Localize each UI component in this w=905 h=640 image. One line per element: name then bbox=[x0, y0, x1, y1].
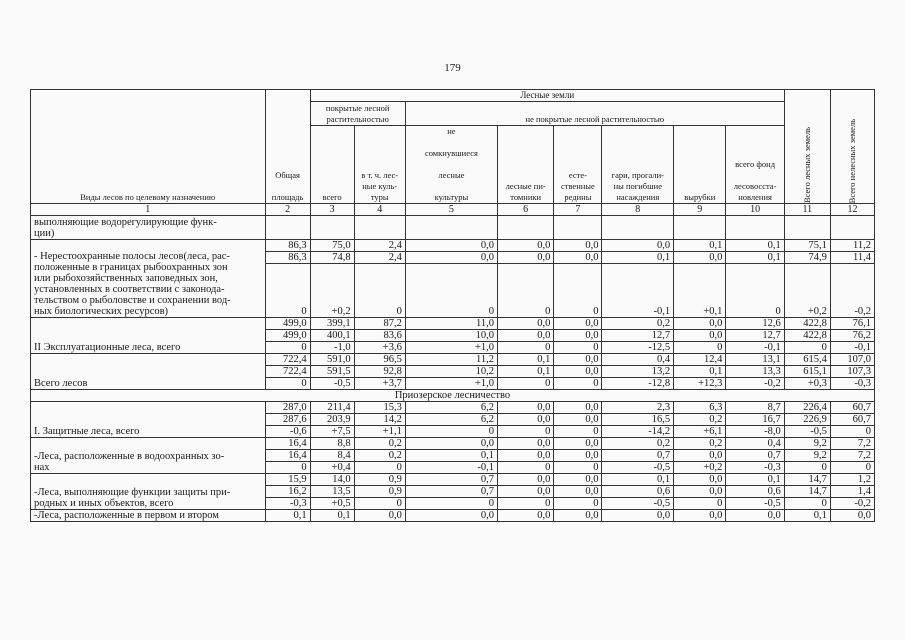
table-cell: 0,7 bbox=[405, 486, 497, 498]
table-cell: 11,2 bbox=[405, 354, 497, 366]
section-heading: Приозерское лесничество bbox=[31, 390, 875, 402]
header-not-covered: не покрытые лесной растительностью bbox=[405, 102, 784, 126]
table-cell: 0,9 bbox=[354, 486, 405, 498]
table-cell: 12,4 bbox=[674, 354, 726, 366]
table-cell: 15,3 bbox=[354, 402, 405, 414]
table-cell: 0,7 bbox=[405, 474, 497, 486]
header-c6: лесные пи- томники bbox=[498, 126, 554, 204]
column-number: 5 bbox=[405, 204, 497, 216]
table-cell: 0,0 bbox=[498, 474, 554, 486]
table-cell: 6,3 bbox=[674, 402, 726, 414]
table-cell: 75,1 bbox=[784, 240, 830, 252]
row-label: Всего лесов bbox=[31, 354, 266, 390]
table-cell: 0,0 bbox=[726, 510, 784, 522]
table-cell: 0 bbox=[405, 426, 497, 438]
table-cell: 11,4 bbox=[830, 252, 874, 264]
table-cell: 211,4 bbox=[310, 402, 354, 414]
table-cell: 0 bbox=[354, 462, 405, 474]
table-cell bbox=[498, 216, 554, 240]
table-cell: 2,4 bbox=[354, 240, 405, 252]
table-cell: 0,0 bbox=[674, 510, 726, 522]
table-cell: 1,2 bbox=[830, 474, 874, 486]
table-cell: 60,7 bbox=[830, 414, 874, 426]
table-cell: 0,0 bbox=[554, 474, 602, 486]
column-number: 6 bbox=[498, 204, 554, 216]
table-cell: 0 bbox=[405, 498, 497, 510]
table-cell: 10,2 bbox=[405, 366, 497, 378]
table-cell: 0,0 bbox=[498, 252, 554, 264]
table-cell: 0,0 bbox=[602, 510, 674, 522]
header-total-area: Общая площадь bbox=[265, 90, 310, 204]
table-cell: 591,5 bbox=[310, 366, 354, 378]
table-cell: -12,5 bbox=[602, 342, 674, 354]
table-cell: 0,9 bbox=[354, 474, 405, 486]
table-cell: 0 bbox=[554, 378, 602, 390]
table-cell: 1,4 bbox=[830, 486, 874, 498]
row-label: II Эксплуатационные леса, всего bbox=[31, 318, 266, 354]
header-c10: всего фонд лесовосста- новления bbox=[726, 126, 784, 204]
table-cell: +0,1 bbox=[674, 264, 726, 318]
table-cell: 107,0 bbox=[830, 354, 874, 366]
table-cell: 0 bbox=[265, 342, 310, 354]
table-cell: 0,1 bbox=[674, 240, 726, 252]
table-cell: 0,0 bbox=[498, 240, 554, 252]
table-cell: 0 bbox=[554, 342, 602, 354]
row-label: I. Защитные леса, всего bbox=[31, 402, 266, 438]
table-cell: 0,7 bbox=[602, 450, 674, 462]
table-cell bbox=[726, 216, 784, 240]
table-cell: -0,5 bbox=[602, 462, 674, 474]
table-cell: 9,2 bbox=[784, 450, 830, 462]
table-cell: 13,3 bbox=[726, 366, 784, 378]
table-cell: +1,0 bbox=[405, 342, 497, 354]
column-number: 7 bbox=[554, 204, 602, 216]
table-cell: 13,1 bbox=[726, 354, 784, 366]
table-cell: 0,1 bbox=[265, 510, 310, 522]
table-cell: 0 bbox=[554, 426, 602, 438]
table-cell: 87,2 bbox=[354, 318, 405, 330]
table-cell: 0 bbox=[784, 462, 830, 474]
table-cell: -0,5 bbox=[726, 498, 784, 510]
table-cell: 591,0 bbox=[310, 354, 354, 366]
table-cell: 92,8 bbox=[354, 366, 405, 378]
table-cell: 8,8 bbox=[310, 438, 354, 450]
table-cell: 10,0 bbox=[405, 330, 497, 342]
table-cell: -1,0 bbox=[310, 342, 354, 354]
table-cell: 0,1 bbox=[726, 474, 784, 486]
table-cell: 0 bbox=[554, 264, 602, 318]
table-cell: 76,1 bbox=[830, 318, 874, 330]
table-cell: 499,0 bbox=[265, 330, 310, 342]
table-cell: 0 bbox=[498, 342, 554, 354]
table-cell: 0,0 bbox=[405, 240, 497, 252]
table-cell: 0,1 bbox=[784, 510, 830, 522]
table-cell: 8,7 bbox=[726, 402, 784, 414]
table-cell: 287,0 bbox=[265, 402, 310, 414]
table-cell: 0 bbox=[265, 462, 310, 474]
table-cell: 0,0 bbox=[554, 438, 602, 450]
table-cell: 0,1 bbox=[498, 366, 554, 378]
table-row bbox=[31, 318, 875, 330]
table-cell: 0 bbox=[674, 498, 726, 510]
table-cell: 0 bbox=[405, 264, 497, 318]
table-cell: 0,0 bbox=[498, 318, 554, 330]
table-cell: 86,3 bbox=[265, 240, 310, 252]
header-c8: гари, прогали- ны погибшие насаждения bbox=[602, 126, 674, 204]
column-number: 12 bbox=[830, 204, 874, 216]
table-cell: 16,4 bbox=[265, 438, 310, 450]
table-cell: 12,7 bbox=[726, 330, 784, 342]
column-number-row bbox=[31, 204, 875, 216]
table-cell: 0,0 bbox=[498, 330, 554, 342]
table-cell: 11,0 bbox=[405, 318, 497, 330]
table-cell: +3,6 bbox=[354, 342, 405, 354]
table-cell bbox=[265, 216, 310, 240]
table-cell: 0,2 bbox=[354, 438, 405, 450]
header-total-forest-lands: Всего лесных земель bbox=[784, 90, 830, 204]
table-cell: -0,5 bbox=[784, 426, 830, 438]
table-cell: 16,4 bbox=[265, 450, 310, 462]
header-total-nonforest-lands: Всего нелесных земель bbox=[830, 90, 874, 204]
table-cell: 0,0 bbox=[554, 330, 602, 342]
table-cell: 0,2 bbox=[674, 414, 726, 426]
table-cell: 13,2 bbox=[602, 366, 674, 378]
table-cell: 0,7 bbox=[726, 450, 784, 462]
table-cell: 0 bbox=[784, 498, 830, 510]
table-cell: 0,0 bbox=[554, 450, 602, 462]
table-cell: 722,4 bbox=[265, 366, 310, 378]
table-cell: +0,2 bbox=[674, 462, 726, 474]
table-cell: 0 bbox=[498, 378, 554, 390]
table-cell: 9,2 bbox=[784, 438, 830, 450]
table-cell: 0,6 bbox=[726, 486, 784, 498]
table-cell: -0,3 bbox=[726, 462, 784, 474]
header-c3: всего bbox=[310, 126, 354, 204]
table-cell: 0,0 bbox=[554, 240, 602, 252]
table-cell: 0,0 bbox=[674, 474, 726, 486]
table-cell: 0,0 bbox=[554, 402, 602, 414]
table-cell bbox=[310, 216, 354, 240]
table-cell: -0,1 bbox=[726, 342, 784, 354]
table-cell: 0,0 bbox=[354, 510, 405, 522]
header-c5: не сомкнувшиеся лесные культуры bbox=[405, 126, 497, 204]
table-cell: -0,2 bbox=[830, 264, 874, 318]
header-c9: вырубки bbox=[674, 126, 726, 204]
table-cell: 0 bbox=[498, 462, 554, 474]
table-cell: 400,1 bbox=[310, 330, 354, 342]
table-cell: 83,6 bbox=[354, 330, 405, 342]
table-cell: 0,2 bbox=[602, 438, 674, 450]
table-cell: 499,0 bbox=[265, 318, 310, 330]
table-cell: 0,1 bbox=[726, 252, 784, 264]
header-forest-lands: Лесные земли bbox=[310, 90, 784, 102]
row-label: -Леса, выполняющие функции защиты при- родных и иных объектов, всего bbox=[31, 474, 266, 510]
table-cell: 0 bbox=[674, 342, 726, 354]
column-number: 11 bbox=[784, 204, 830, 216]
table-cell: 2,4 bbox=[354, 252, 405, 264]
table-cell: +1,0 bbox=[405, 378, 497, 390]
table-cell: 0 bbox=[354, 264, 405, 318]
column-number: 1 bbox=[31, 204, 266, 216]
row-label: - Нерестоохранные полосы лесов(леса, рас- положенные в границах рыбоохранных зон или рыбохозяйственных заповедных зон, установленных в соответствии с законода- тельством о рыболовстве и сохранении вод- ных биологических ресурсов) bbox=[31, 240, 266, 318]
table-cell: 0,0 bbox=[602, 240, 674, 252]
table-row bbox=[31, 240, 875, 252]
table-cell bbox=[830, 216, 874, 240]
table-cell: 0,2 bbox=[602, 318, 674, 330]
table-cell: 0 bbox=[498, 498, 554, 510]
table-cell: +0,4 bbox=[310, 462, 354, 474]
table-cell: +0,5 bbox=[310, 498, 354, 510]
table-cell: -0,3 bbox=[830, 378, 874, 390]
table-cell: -0,3 bbox=[265, 498, 310, 510]
table-cell: 0,0 bbox=[498, 438, 554, 450]
table-cell: 0,0 bbox=[498, 510, 554, 522]
table-cell: 0,0 bbox=[554, 252, 602, 264]
page-number: 179 bbox=[444, 62, 461, 74]
table-cell: 0 bbox=[726, 264, 784, 318]
table-row bbox=[31, 510, 875, 522]
table-cell: 74,9 bbox=[784, 252, 830, 264]
table-cell: -8,0 bbox=[726, 426, 784, 438]
table-cell: 0,0 bbox=[554, 354, 602, 366]
table-cell: 0,0 bbox=[554, 414, 602, 426]
table-cell: 0,2 bbox=[674, 438, 726, 450]
table-cell: 226,9 bbox=[784, 414, 830, 426]
table-cell: -14,2 bbox=[602, 426, 674, 438]
table-cell: +0,2 bbox=[784, 264, 830, 318]
header-forest-type: Виды лесов по целевому назначению bbox=[31, 90, 266, 204]
table-cell: -0,1 bbox=[405, 462, 497, 474]
table-cell: 422,8 bbox=[784, 330, 830, 342]
table-cell: 0,1 bbox=[726, 240, 784, 252]
table-cell: 12,7 bbox=[602, 330, 674, 342]
table-cell: 0 bbox=[784, 342, 830, 354]
header-covered: покрытые лесной растительностью bbox=[310, 102, 405, 126]
table-cell: 0,1 bbox=[498, 354, 554, 366]
column-number: 3 bbox=[310, 204, 354, 216]
table-row bbox=[31, 216, 875, 240]
table-cell: +0,2 bbox=[310, 264, 354, 318]
table-cell: -0,2 bbox=[726, 378, 784, 390]
table-row bbox=[31, 474, 875, 486]
table-cell: 0,0 bbox=[554, 366, 602, 378]
table-cell: -0,2 bbox=[830, 498, 874, 510]
table-cell bbox=[405, 216, 497, 240]
table-row bbox=[31, 438, 875, 450]
column-number: 8 bbox=[602, 204, 674, 216]
table-cell: 0 bbox=[554, 498, 602, 510]
table-cell: 16,2 bbox=[265, 486, 310, 498]
table-cell: 0,2 bbox=[354, 450, 405, 462]
table-cell: -0,5 bbox=[310, 378, 354, 390]
row-label: -Леса, расположенные в первом и втором bbox=[31, 510, 266, 522]
row-label: выполняющие водорегулирующие функ- ции) bbox=[31, 216, 266, 240]
header-c7: есте- ственные редины bbox=[554, 126, 602, 204]
table-cell: 0,0 bbox=[674, 486, 726, 498]
table-cell: -0,1 bbox=[830, 342, 874, 354]
table-cell: -0,5 bbox=[602, 498, 674, 510]
table-cell: 15,9 bbox=[265, 474, 310, 486]
table-cell: 86,3 bbox=[265, 252, 310, 264]
table-cell: +7,5 bbox=[310, 426, 354, 438]
table-cell: 0 bbox=[554, 462, 602, 474]
table-cell: 0,0 bbox=[674, 450, 726, 462]
table-cell: 0,0 bbox=[405, 438, 497, 450]
row-label: -Леса, расположенные в водоохранных зо- нах bbox=[31, 438, 266, 474]
forest-area-table bbox=[30, 89, 875, 522]
table-cell: 0,0 bbox=[405, 510, 497, 522]
table-cell: 6,2 bbox=[405, 414, 497, 426]
column-number: 9 bbox=[674, 204, 726, 216]
table-cell: 0 bbox=[265, 378, 310, 390]
table-cell: 0,0 bbox=[498, 450, 554, 462]
table-cell bbox=[354, 216, 405, 240]
table-cell: 0 bbox=[830, 462, 874, 474]
table-cell: 0,0 bbox=[554, 510, 602, 522]
table-cell: -0,6 bbox=[265, 426, 310, 438]
table-cell: +6,1 bbox=[674, 426, 726, 438]
table-cell: +3,7 bbox=[354, 378, 405, 390]
table-cell: 422,8 bbox=[784, 318, 830, 330]
table-cell: 399,1 bbox=[310, 318, 354, 330]
table-cell: 2,3 bbox=[602, 402, 674, 414]
table-cell: 0,0 bbox=[830, 510, 874, 522]
header-c4: в т. ч. лес- ные куль- туры bbox=[354, 126, 405, 204]
table-cell: 0,0 bbox=[405, 252, 497, 264]
table-cell: 722,4 bbox=[265, 354, 310, 366]
table-cell: 0,0 bbox=[498, 414, 554, 426]
table-cell: 226,4 bbox=[784, 402, 830, 414]
table-cell: 107,3 bbox=[830, 366, 874, 378]
table-cell: 75,0 bbox=[310, 240, 354, 252]
table-cell bbox=[602, 216, 674, 240]
table-cell: 14,2 bbox=[354, 414, 405, 426]
table-cell: 14,7 bbox=[784, 474, 830, 486]
table-cell: 14,0 bbox=[310, 474, 354, 486]
table-cell: 287,6 bbox=[265, 414, 310, 426]
table-cell: 0 bbox=[498, 264, 554, 318]
table-cell: 0 bbox=[354, 498, 405, 510]
table-cell: 60,7 bbox=[830, 402, 874, 414]
table-cell: 7,2 bbox=[830, 450, 874, 462]
table-cell: 203,9 bbox=[310, 414, 354, 426]
table-cell: 615,4 bbox=[784, 354, 830, 366]
column-number: 10 bbox=[726, 204, 784, 216]
table-cell: 0,0 bbox=[674, 252, 726, 264]
column-number: 2 bbox=[265, 204, 310, 216]
table-cell: +0,3 bbox=[784, 378, 830, 390]
table-cell bbox=[674, 216, 726, 240]
table-cell bbox=[554, 216, 602, 240]
table-cell: 16,7 bbox=[726, 414, 784, 426]
table-cell: -0,1 bbox=[602, 264, 674, 318]
table-cell: 0,1 bbox=[405, 450, 497, 462]
table-cell: 0,0 bbox=[498, 486, 554, 498]
table-cell: 0,0 bbox=[674, 318, 726, 330]
table-cell: 7,2 bbox=[830, 438, 874, 450]
table-cell: 76,2 bbox=[830, 330, 874, 342]
table-cell: 14,7 bbox=[784, 486, 830, 498]
table-cell: +12,3 bbox=[674, 378, 726, 390]
table-cell: 96,5 bbox=[354, 354, 405, 366]
table-cell: 6,2 bbox=[405, 402, 497, 414]
table-cell: 0,1 bbox=[674, 366, 726, 378]
table-cell: 0,1 bbox=[310, 510, 354, 522]
table-cell: 0 bbox=[265, 264, 310, 318]
table-cell: 8,4 bbox=[310, 450, 354, 462]
table-cell: 0,4 bbox=[602, 354, 674, 366]
table-cell: 0 bbox=[498, 426, 554, 438]
table-cell: 12,6 bbox=[726, 318, 784, 330]
table-row bbox=[31, 402, 875, 414]
table-cell: 0,0 bbox=[498, 402, 554, 414]
table-cell: 0,0 bbox=[554, 486, 602, 498]
table-cell: 16,5 bbox=[602, 414, 674, 426]
column-number: 4 bbox=[354, 204, 405, 216]
table-cell: -12,8 bbox=[602, 378, 674, 390]
table-row bbox=[31, 354, 875, 366]
table-cell: 0,1 bbox=[602, 252, 674, 264]
table-cell: 11,2 bbox=[830, 240, 874, 252]
table-cell: 13,5 bbox=[310, 486, 354, 498]
table-cell: 0 bbox=[830, 426, 874, 438]
table-cell: 0,0 bbox=[554, 318, 602, 330]
table-cell: 0,1 bbox=[602, 474, 674, 486]
table-cell: 0,6 bbox=[602, 486, 674, 498]
table-cell: 615,1 bbox=[784, 366, 830, 378]
table-cell: 0,0 bbox=[674, 330, 726, 342]
table-cell: 74,8 bbox=[310, 252, 354, 264]
table-cell bbox=[784, 216, 830, 240]
table-cell: 0,4 bbox=[726, 438, 784, 450]
table-cell: +1,1 bbox=[354, 426, 405, 438]
